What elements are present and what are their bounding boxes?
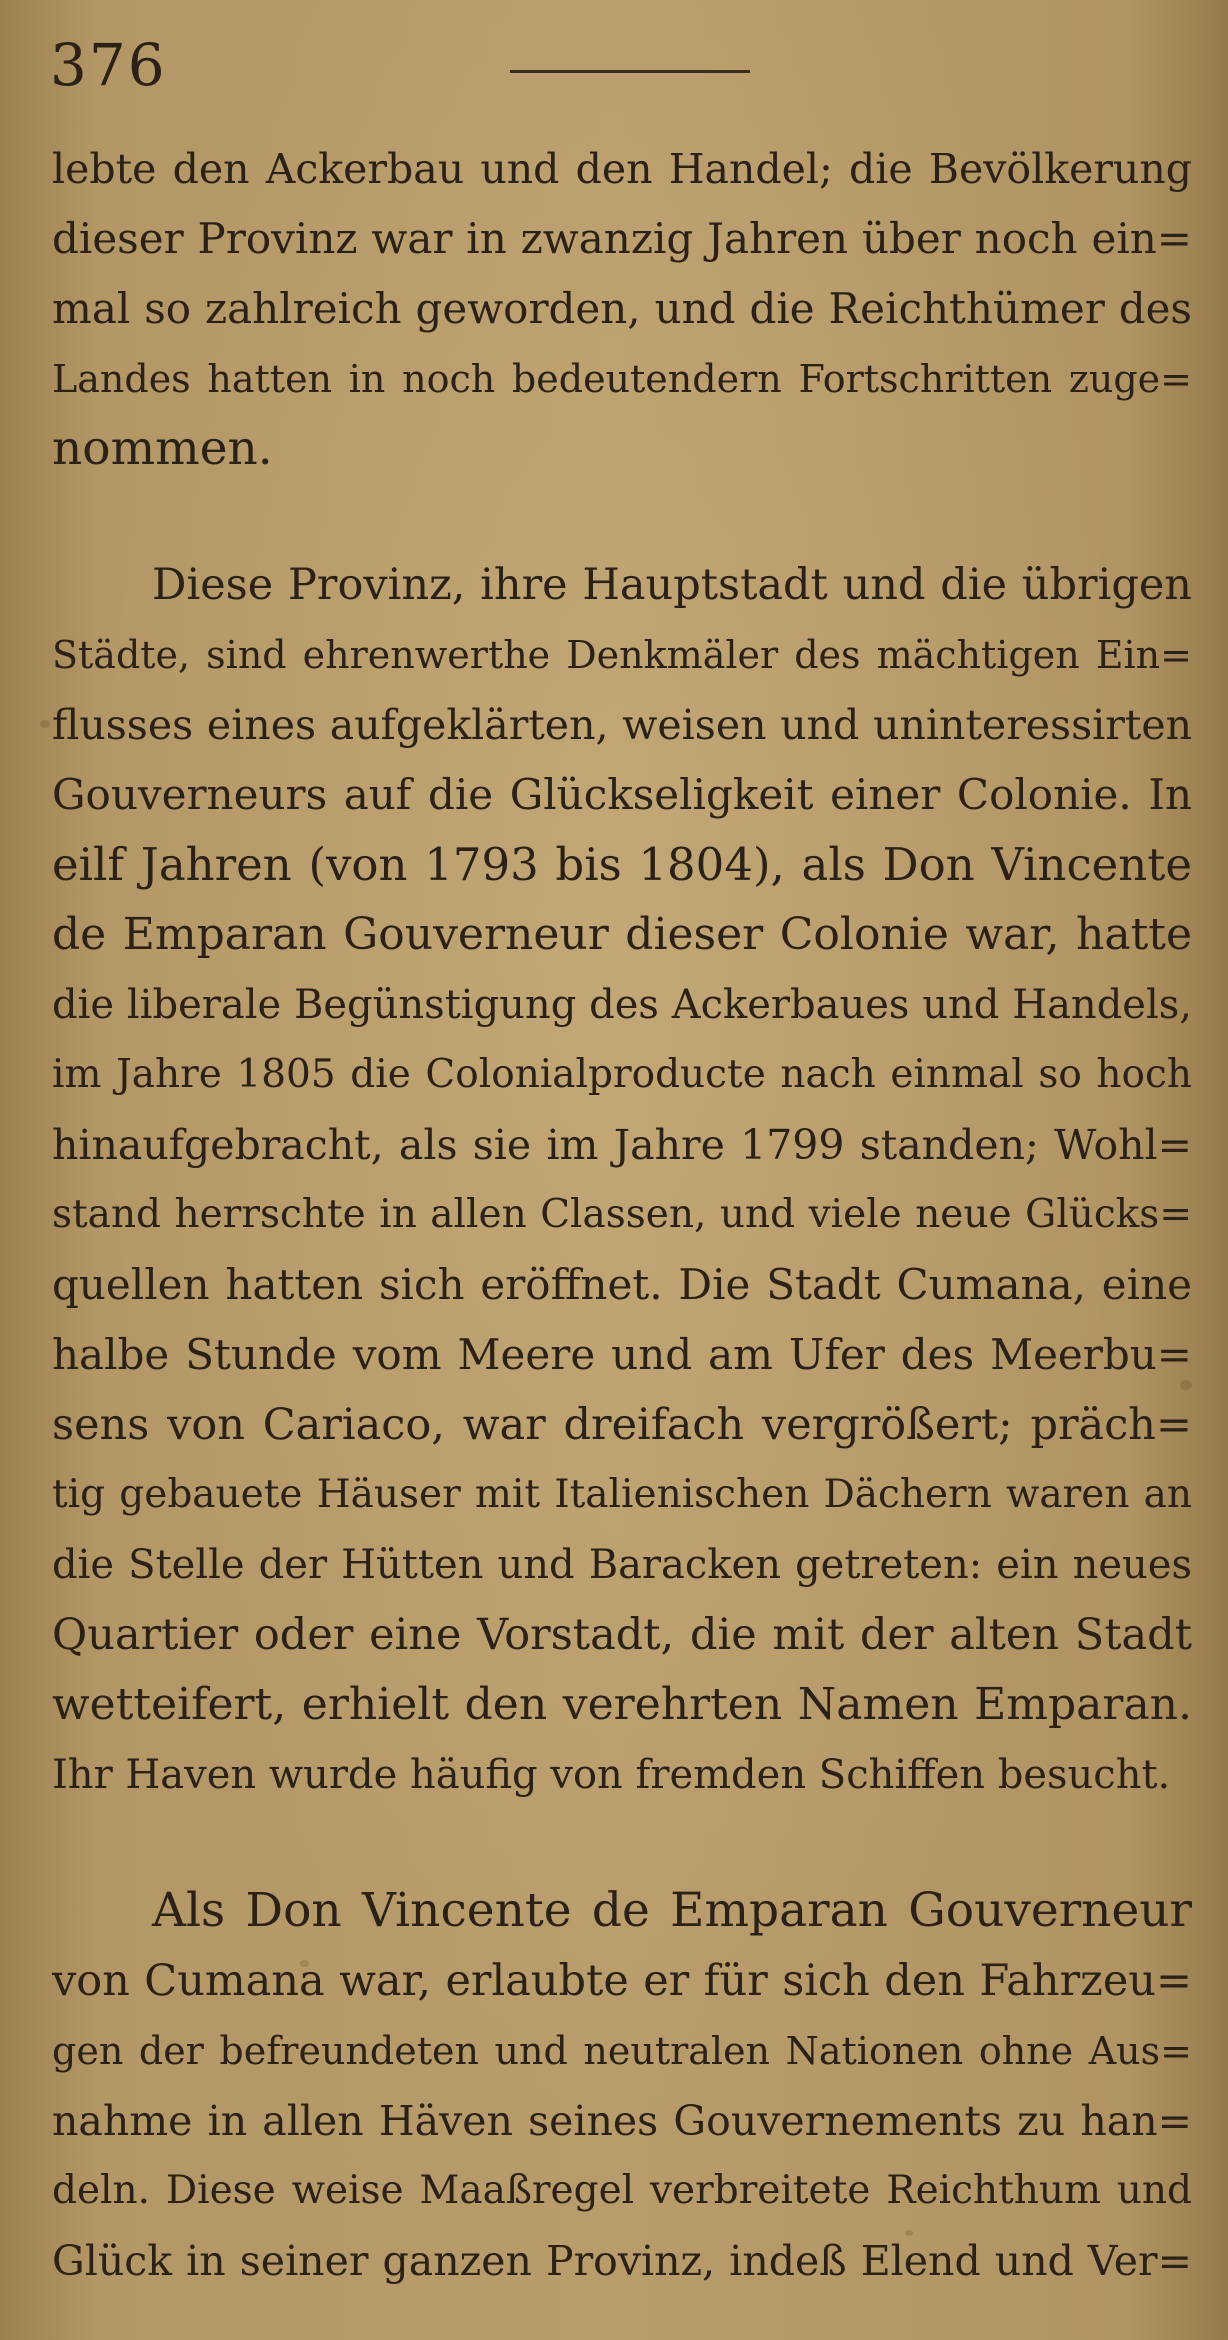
text-line: Diese Provinz, ihre Hauptstadt und die übrigen [152, 560, 1192, 610]
text-line: lebte den Ackerbau und den Handel; die Bevölkerung [52, 145, 1192, 193]
text-line: nahme in allen Häven seines Gouvernements zu han= [52, 2097, 1192, 2145]
text-line: Städte, sind ehrenwerthe Denkmäler des mächtigen Ein= [52, 633, 1192, 677]
text-line: wetteifert, erhielt den verehrten Namen Emparan. [52, 1679, 1192, 1730]
text-line: eilf Jahren (von 1793 bis 1804), als Don Vincente [52, 838, 1192, 891]
text-line: hinaufgebracht, als sie im Jahre 1799 standen; Wohl= [52, 1121, 1192, 1169]
text-line: die Stelle der Hütten und Baracken getreten: ein neues [52, 1542, 1192, 1588]
text-line: gen der befreundeten und neutralen Nationen ohne Aus= [52, 2029, 1192, 2073]
text-line: deln. Diese weise Maaßregel verbreitete Reichthum und [52, 2168, 1192, 2213]
text-line: mal so zahlreich geworden, und die Reichthümer des [52, 284, 1192, 333]
text-line: Gouverneurs auf die Glückseligkeit einer Colonie. In [52, 770, 1192, 819]
paragraph-3 [52, 1876, 1192, 2296]
text-line: quellen hatten sich eröffnet. Die Stadt Cumana, eine [52, 1260, 1192, 1309]
page-number: 376 [50, 31, 167, 99]
body-text [52, 134, 1192, 2296]
text-line: Als Don Vincente de Emparan Gouverneur [152, 1883, 1192, 1938]
text-line: von Cumana war, erlaubte er für sich den Fahrzeu= [52, 1956, 1192, 2006]
text-line: die liberale Begünstigung des Ackerbaues und Handels, [52, 982, 1192, 1028]
text-line: halbe Stunde vom Meere und am Ufer des Meerbu= [52, 1330, 1192, 1379]
text-line: Ihr Haven wurde häufig von fremden Schiffen besucht. [52, 1752, 1171, 1798]
paper-stain [40, 720, 50, 728]
paragraph-1 [52, 134, 1192, 484]
text-line: flusses eines aufgeklärten, weisen und uninteressirten [52, 701, 1192, 749]
text-line: sens von Cariaco, war dreifach vergrößert; präch= [52, 1400, 1192, 1450]
text-line: nommen. [52, 421, 273, 476]
text-line: dieser Provinz war in zwanzig Jahren über noch ein= [52, 214, 1192, 263]
text-line: im Jahre 1805 die Colonialproducte nach einmal so hoch [52, 1052, 1192, 1097]
text-line: Quartier oder eine Vorstadt, die mit der alten Stadt [52, 1610, 1192, 1660]
text-line: Landes hatten in noch bedeutendern Fortschritten zuge= [52, 357, 1192, 401]
text-line: Glück in seiner ganzen Provinz, indeß Elend und Ver= [52, 2237, 1192, 2285]
header-rule [510, 70, 750, 73]
text-line: tig gebauete Häuser mit Italienischen Dächern waren an [52, 1472, 1192, 1517]
text-line: de Emparan Gouverneur dieser Colonie war, hatte [52, 909, 1192, 960]
text-line: stand herrschte in allen Classen, und viele neue Glücks= [52, 1192, 1192, 1237]
paragraph-2 [52, 550, 1192, 1810]
